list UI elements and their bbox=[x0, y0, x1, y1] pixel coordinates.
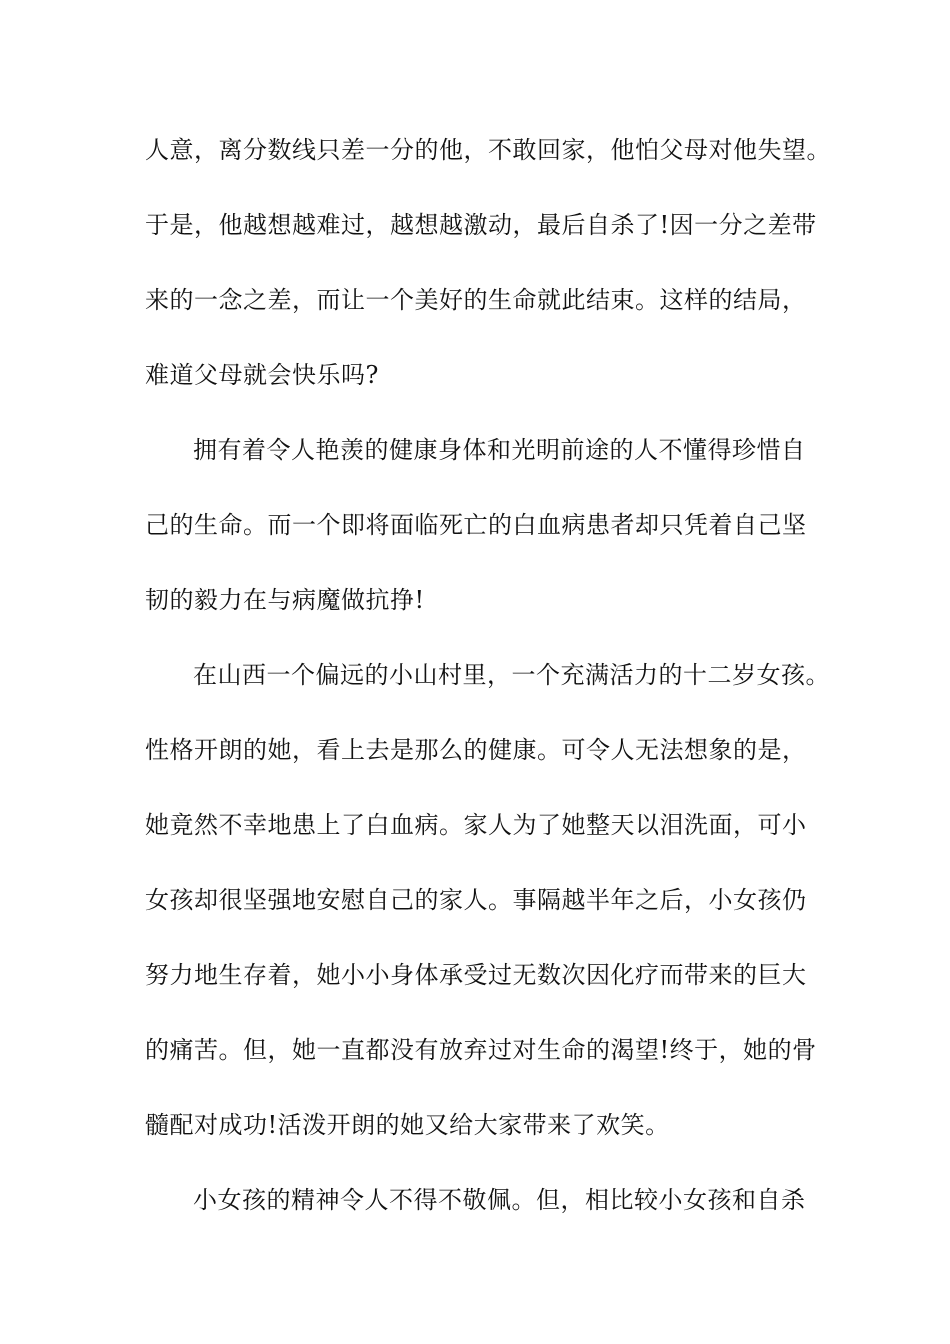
text-line: 性格开朗的她，看上去是那么的健康。可令人无法想象的是， bbox=[145, 736, 807, 764]
text-line: 她竟然不幸地患上了白血病。家人为了她整天以泪洗面，可小 bbox=[145, 811, 807, 839]
paragraph-first-line: 在山西一个偏远的小山村里，一个充满活力的十二岁女孩。 bbox=[193, 661, 830, 689]
text-line: 努力地生存着，她小小身体承受过无数次因化疗而带来的巨大 bbox=[145, 961, 807, 989]
text-line: 人意，离分数线只差一分的他，不敢回家，他怕父母对他失望。 bbox=[145, 136, 831, 164]
text-line: 髓配对成功!活泼开朗的她又给大家带来了欢笑。 bbox=[145, 1111, 670, 1139]
text-line: 难道父母就会快乐吗? bbox=[145, 361, 379, 389]
text-line: 韧的毅力在与病魔做抗挣! bbox=[145, 586, 425, 614]
text-line: 于是，他越想越难过，越想越激动，最后自杀了!因一分之差带 bbox=[145, 211, 817, 239]
text-line: 来的一念之差，而让一个美好的生命就此结束。这样的结局， bbox=[145, 286, 807, 314]
paragraph-first-line: 拥有着令人艳羡的健康身体和光明前途的人不懂得珍惜自 bbox=[193, 436, 806, 464]
text-line: 己的生命。而一个即将面临死亡的白血病患者却只凭着自己坚 bbox=[145, 511, 807, 539]
text-line: 女孩却很坚强地安慰自己的家人。事隔越半年之后，小女孩仍 bbox=[145, 886, 807, 914]
text-line: 的痛苦。但，她一直都没有放弃过对生命的渴望!终于，她的骨 bbox=[145, 1036, 817, 1064]
paragraph-first-line: 小女孩的精神令人不得不敬佩。但，相比较小女孩和自杀 bbox=[193, 1186, 806, 1214]
